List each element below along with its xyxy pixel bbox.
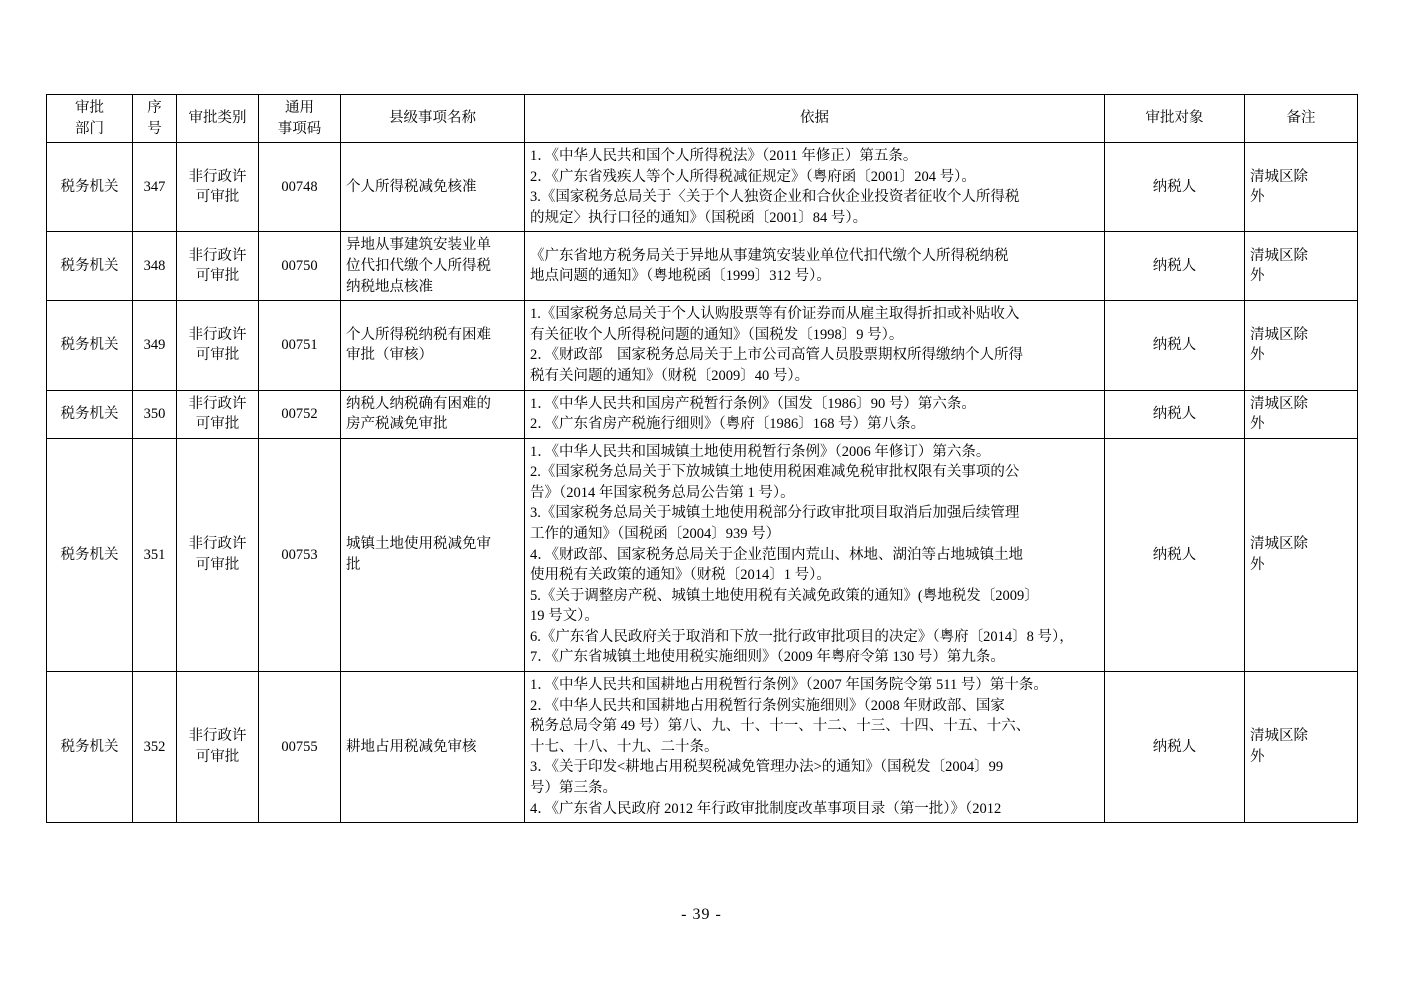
note-line: 外 (1250, 749, 1265, 766)
note-line: 清城区除 (1250, 728, 1308, 745)
cell-approval-type (177, 672, 259, 823)
cell-item-code: 00750 (259, 232, 341, 301)
column-header-remarks (1245, 95, 1358, 143)
name-line: 位代扣代缴个人所得税 (346, 258, 491, 275)
cell-remarks (1245, 672, 1358, 823)
table-row (47, 438, 1358, 671)
cell-item-name (341, 301, 525, 390)
type-line: 非行政许 (188, 728, 247, 745)
note-line: 外 (1250, 268, 1265, 285)
cell-approval-type (177, 301, 259, 390)
cell-item-name (341, 672, 525, 823)
cell-item-code: 00752 (259, 390, 341, 438)
type-line: 可审批 (195, 749, 240, 766)
name-line: 异地从事建筑安装业单 (346, 237, 491, 254)
type-line: 非行政许 (188, 247, 247, 264)
cell-department: 税务机关 (47, 438, 133, 671)
cell-approval-object: 纳税人 (1105, 390, 1245, 438)
type-line: 非行政许 (188, 395, 247, 412)
cell-item-code: 00748 (259, 143, 341, 232)
cell-remarks (1245, 438, 1358, 671)
type-line: 可审批 (195, 189, 240, 206)
column-header-item-name (341, 95, 525, 143)
basis-line: 地点问题的通知》（粤地税函〔1999〕312 号）。 (530, 268, 831, 285)
basis-line: 2．《广东省房产税施行细则》（粤府〔1986〕168 号）第八条。 (530, 416, 926, 433)
note-line: 外 (1250, 347, 1265, 364)
basis-line: 3.《国家税务总局关于〈关于个人独资企业和合伙企业投资者征收个人所得税 (530, 189, 1020, 206)
cell-approval-object: 纳税人 (1105, 301, 1245, 390)
header-line: 审批类别 (188, 110, 247, 127)
cell-department: 税务机关 (47, 390, 133, 438)
basis-line: 十七、十八、十九、二十条。 (530, 738, 719, 755)
cell-item-code: 00751 (259, 301, 341, 390)
note-line: 外 (1250, 189, 1265, 206)
cell-remarks (1245, 301, 1358, 390)
cell-basis (525, 438, 1105, 671)
table-row (47, 232, 1358, 301)
cell-remarks (1245, 143, 1358, 232)
cell-approval-object: 纳税人 (1105, 672, 1245, 823)
name-line: 个人所得税减免核准 (346, 179, 477, 196)
header-line: 县级事项名称 (389, 110, 476, 127)
cell-item-name (341, 438, 525, 671)
name-line: 个人所得税纳税有困难 (346, 326, 491, 343)
cell-sequence: 347 (133, 143, 177, 232)
cell-item-code: 00753 (259, 438, 341, 671)
basis-line: 2．《中华人民共和国耕地占用税暂行条例实施细则》（2008 年财政部、国家 (530, 697, 1005, 714)
cell-approval-object: 纳税人 (1105, 143, 1245, 232)
basis-line: 5.《关于调整房产税、城镇土地使用税有关减免政策的通知》(粤地税发〔2009〕 (530, 587, 1039, 604)
cell-approval-type (177, 143, 259, 232)
column-header-item-code (259, 95, 341, 143)
basis-line: 3.《国家税务总局关于城镇土地使用税部分行政审批项目取消后加强后续管理 (530, 505, 1020, 522)
basis-line: 6.《广东省人民政府关于取消和下放一批行政审批项目的决定》（粤府〔2014〕8 号）， (530, 628, 1074, 645)
cell-remarks (1245, 232, 1358, 301)
cell-basis (525, 143, 1105, 232)
name-line: 纳税地点核准 (346, 278, 433, 295)
basis-line: 有关征收个人所得税问题的通知》（国税发〔1998〕9 号）。 (530, 326, 904, 343)
column-header-approval-type (177, 95, 259, 143)
cell-basis (525, 390, 1105, 438)
basis-line: 19 号文）。 (530, 608, 599, 625)
cell-item-code: 00755 (259, 672, 341, 823)
page-number: - 39 - (681, 906, 722, 923)
cell-department: 税务机关 (47, 672, 133, 823)
name-line: 纳税人纳税确有困难的 (346, 395, 491, 412)
name-line: 耕地占用税减免审核 (346, 738, 477, 755)
name-line: 房产税减免审批 (346, 416, 448, 433)
basis-line: 7．《广东省城镇土地使用税实施细则》（2009 年粤府令第 130 号）第九条。 (530, 649, 1005, 666)
basis-line: 3．《关于印发<耕地占用税契税减免管理办法>的通知》（国税发〔2004〕99 (530, 759, 1004, 776)
column-header-basis (525, 95, 1105, 143)
type-line: 可审批 (195, 556, 240, 573)
cell-sequence: 348 (133, 232, 177, 301)
basis-line: 工作的通知》（国税函〔2004〕939 号） (530, 525, 781, 542)
cell-department: 税务机关 (47, 143, 133, 232)
cell-sequence: 351 (133, 438, 177, 671)
cell-sequence: 352 (133, 672, 177, 823)
type-line: 非行政许 (188, 536, 247, 553)
type-line: 可审批 (195, 347, 240, 364)
header-line: 备注 (1286, 110, 1316, 127)
cell-approval-type (177, 232, 259, 301)
type-line: 非行政许 (188, 326, 247, 343)
table-header (47, 95, 1358, 143)
note-line: 清城区除 (1250, 395, 1308, 412)
cell-approval-type (177, 390, 259, 438)
note-line: 清城区除 (1250, 247, 1308, 264)
type-line: 非行政许 (188, 168, 247, 185)
note-line: 清城区除 (1250, 326, 1308, 343)
header-line: 事项码 (277, 120, 322, 137)
basis-line: 2．《广东省残疾人等个人所得税减征规定》（粤府函〔2001〕204 号）。 (530, 168, 976, 185)
basis-line: 号）第三条。 (530, 779, 617, 796)
basis-line: 2．《财政部 国家税务总局关于上市公司高管人员股票期权所得缴纳个人所得 (530, 347, 1023, 364)
basis-line: 的规定〉执行口径的通知》（国税函〔2001〕84 号）。 (530, 209, 868, 226)
cell-approval-object: 纳税人 (1105, 232, 1245, 301)
table-row (47, 390, 1358, 438)
cell-basis (525, 232, 1105, 301)
column-header-approval-object (1105, 95, 1245, 143)
header-line: 审批 (75, 100, 104, 116)
header-line: 号 (147, 120, 162, 137)
basis-line: 使用税有关政策的通知》（财税〔2014〕1 号）。 (530, 567, 831, 584)
cell-sequence: 349 (133, 301, 177, 390)
header-line: 序 (147, 100, 162, 116)
name-line: 批 (346, 556, 361, 573)
type-line: 可审批 (195, 416, 240, 433)
cell-department: 税务机关 (47, 301, 133, 390)
cell-sequence: 350 (133, 390, 177, 438)
name-line: 审批（审核） (346, 347, 433, 364)
column-header-sequence (133, 95, 177, 143)
header-line: 审批对象 (1145, 110, 1204, 127)
cell-item-name (341, 143, 525, 232)
cell-approval-object: 纳税人 (1105, 438, 1245, 671)
name-line: 城镇土地使用税减免审 (346, 536, 491, 553)
basis-line: 1．《中华人民共和国房产税暂行条例》（国发〔1986〕90 号）第六条。 (530, 395, 976, 412)
cell-item-name (341, 390, 525, 438)
note-line: 清城区除 (1250, 168, 1308, 185)
basis-line: 税务总局令第 49 号）第八、九、十、十一、十二、十三、十四、十五、十六、 (530, 718, 1031, 735)
basis-line: 《广东省地方税务局关于异地从事建筑安装业单位代扣代缴个人所得税纳税 (530, 247, 1009, 264)
cell-remarks (1245, 390, 1358, 438)
cell-basis (525, 301, 1105, 390)
approval-items-table (46, 94, 1358, 823)
basis-line: 告》（2014 年国家税务总局公告第 1 号）。 (530, 484, 795, 501)
basis-line: 4．《财政部、国家税务总局关于企业范围内荒山、林地、湖泊等占地城镇土地 (530, 546, 1023, 563)
table-row (47, 301, 1358, 390)
table-row (47, 143, 1358, 232)
basis-line: 2.《国家税务总局关于下放城镇土地使用税困难减免税审批权限有关事项的公 (530, 464, 1020, 481)
table-body (47, 143, 1358, 823)
column-header-department (47, 95, 133, 143)
basis-line: 4．《广东省人民政府 2012 年行政审批制度改革事项目录（第一批）》（2012 (530, 800, 1002, 817)
basis-line: 1．《中华人民共和国耕地占用税暂行条例》（2007 年国务院令第 511 号）第十条。 (530, 677, 1048, 694)
basis-line: 税有关问题的通知》（财税〔2009〕40 号）。 (530, 367, 810, 384)
table-header-row (47, 95, 1358, 143)
table-row (47, 672, 1358, 823)
basis-line: 1.《国家税务总局关于个人认购股票等有价证券而从雇主取得折扣或补贴收入 (530, 306, 1020, 323)
cell-item-name (341, 232, 525, 301)
note-line: 外 (1250, 556, 1265, 573)
cell-approval-type (177, 438, 259, 671)
note-line: 外 (1250, 416, 1265, 433)
basis-line: 1．《中华人民共和国城镇土地使用税暂行条例》（2006 年修订）第六条。 (530, 443, 991, 460)
header-line: 依据 (800, 110, 829, 127)
header-line: 部门 (75, 120, 104, 137)
cell-department: 税务机关 (47, 232, 133, 301)
basis-line: 1．《中华人民共和国个人所得税法》（2011 年修正）第五条。 (530, 148, 918, 165)
note-line: 清城区除 (1250, 536, 1308, 553)
cell-basis (525, 672, 1105, 823)
type-line: 可审批 (195, 268, 240, 285)
header-line: 通用 (285, 100, 314, 116)
